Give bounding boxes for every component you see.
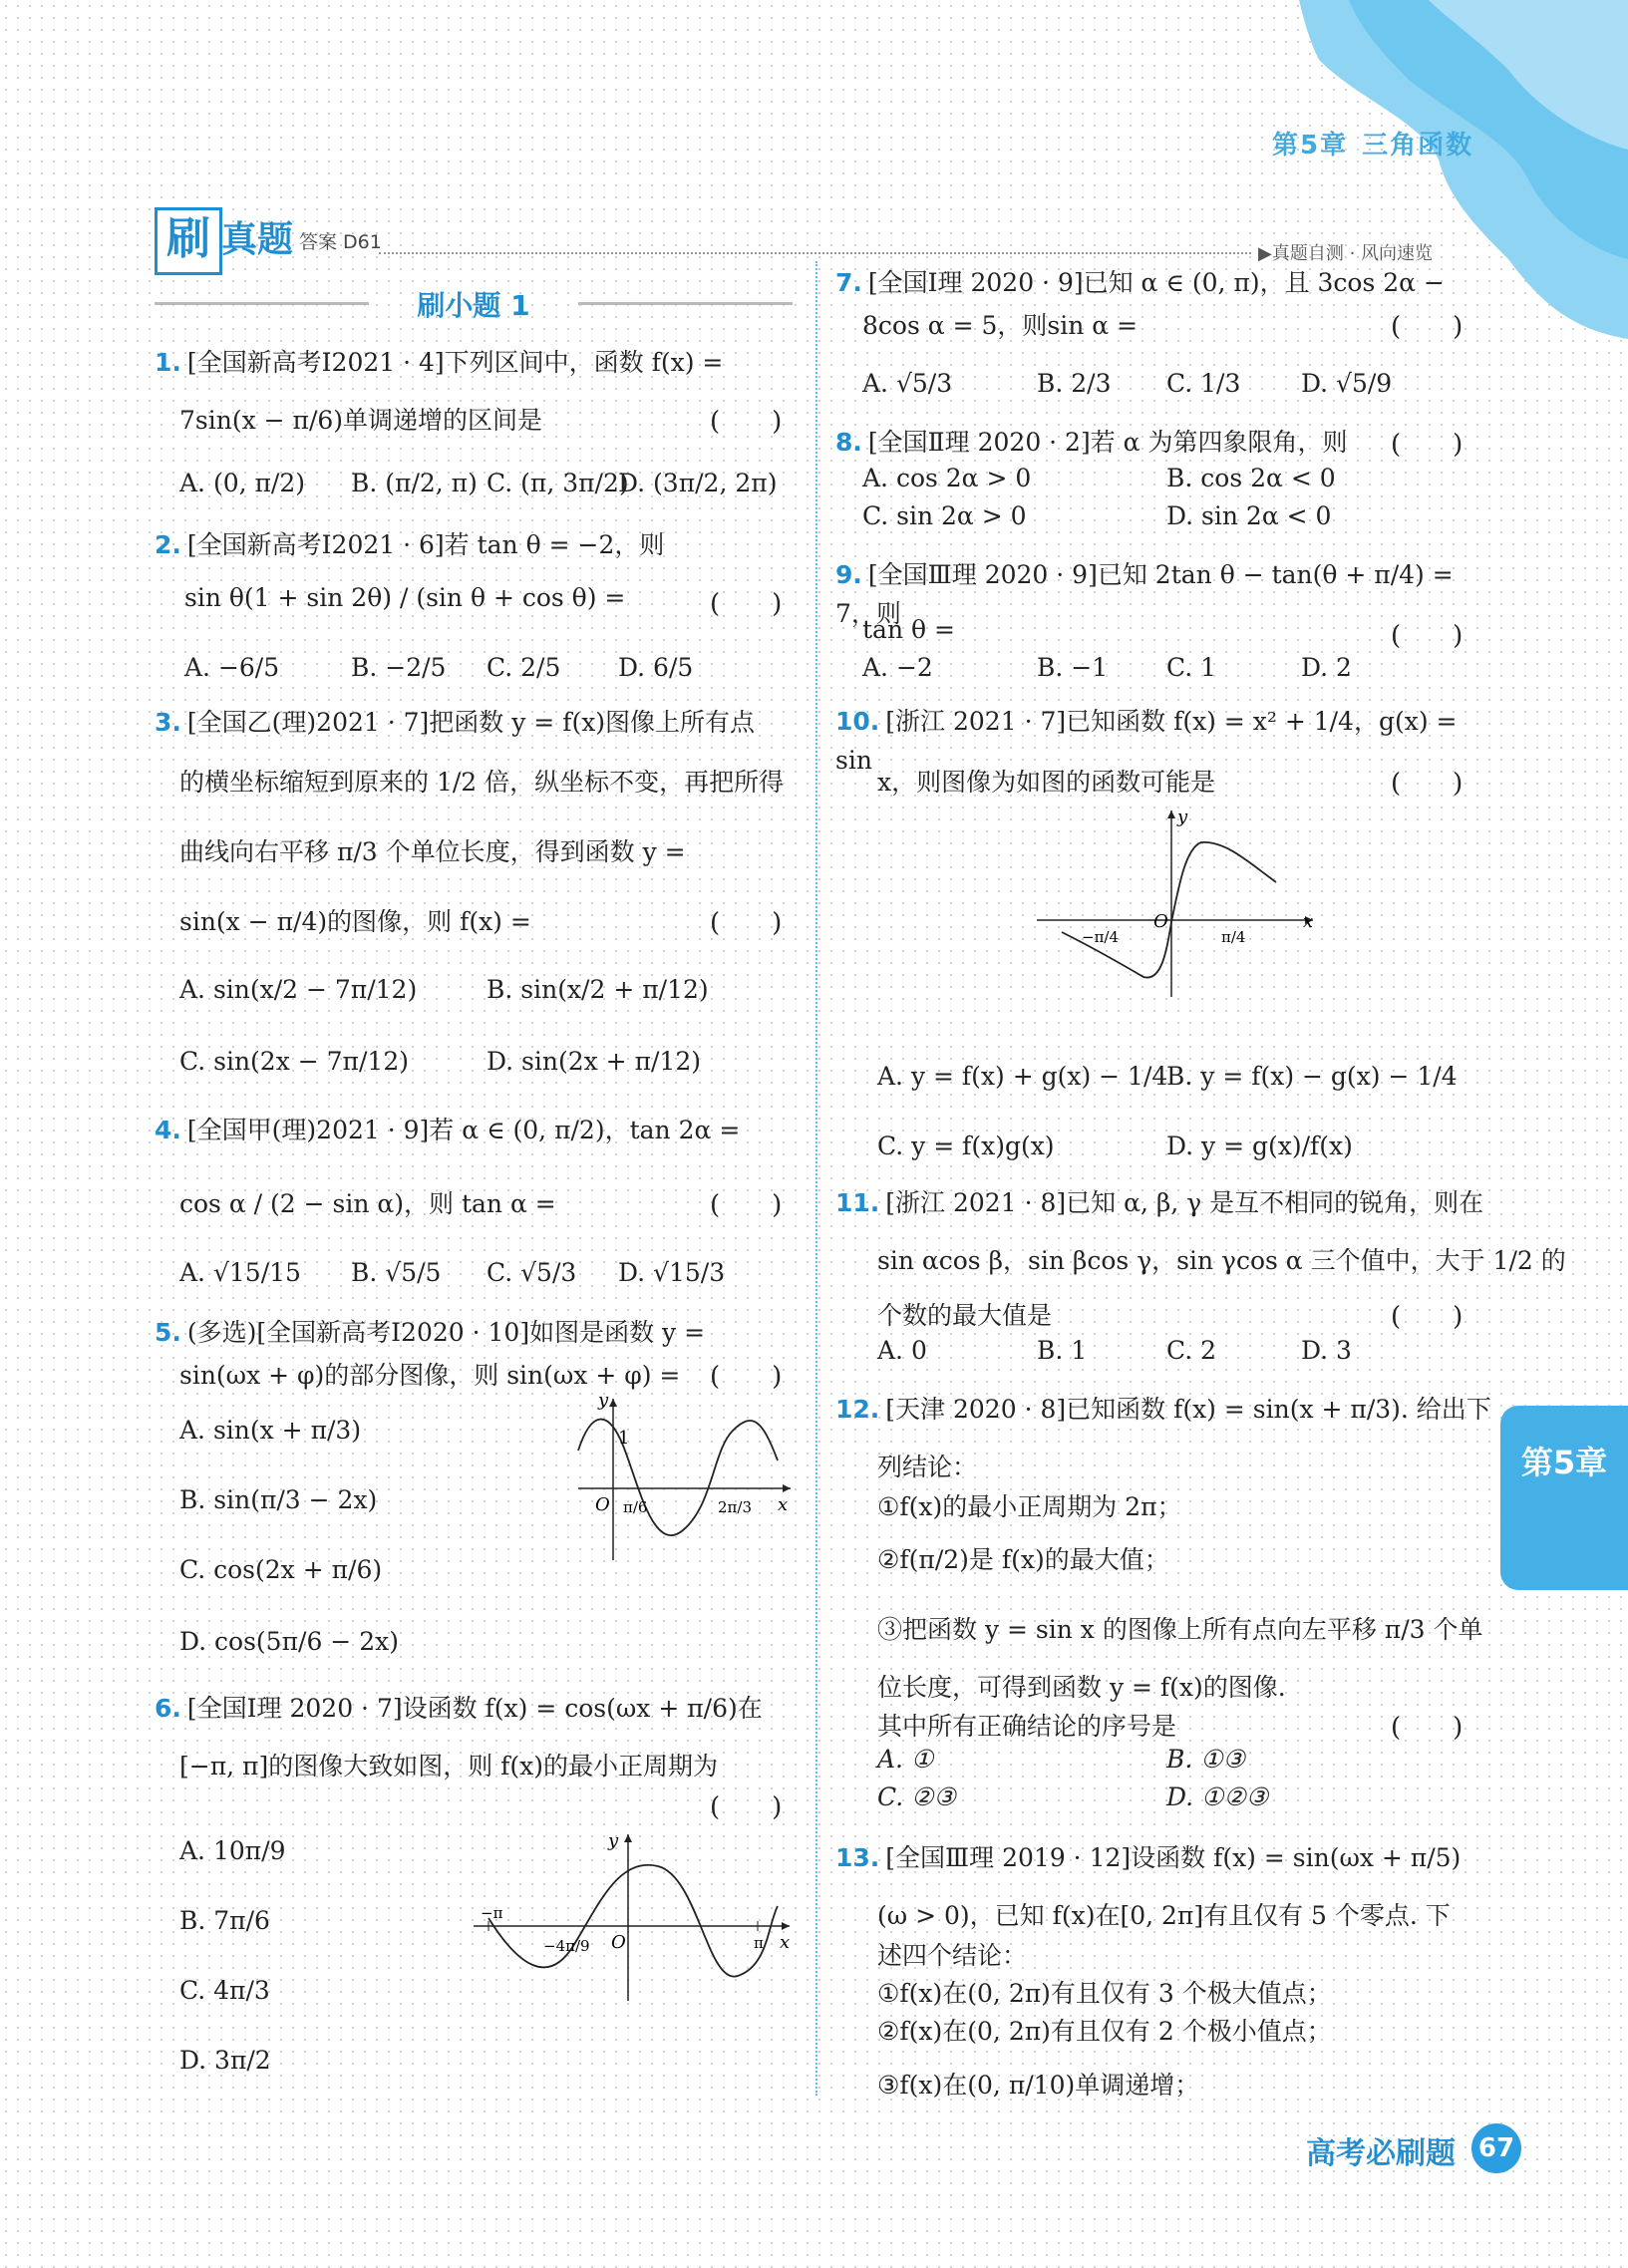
option-d[interactable]: D. √5/9: [1301, 369, 1393, 398]
question-number: 3.: [155, 708, 181, 737]
option-a[interactable]: A. (0, π/2): [179, 469, 306, 497]
question-2: [155, 526, 793, 565]
option-c[interactable]: C. sin(2x − 7π/12): [179, 1047, 409, 1076]
graph-x-label: x: [1303, 911, 1314, 932]
question-number: 7.: [835, 268, 862, 297]
question-12-ask: 其中所有正确结论的序号是: [877, 1712, 1177, 1741]
question-5-stem: sin(ωx + φ)的部分图像，则 sin(ωx + φ) =: [179, 1361, 681, 1390]
header-divider: [379, 252, 1251, 254]
option-d[interactable]: D. 3: [1301, 1336, 1352, 1365]
option-b[interactable]: B. ①③: [1166, 1745, 1246, 1774]
question-stem: [全国乙(理)2021 · 7]把函数 y = f(x)图像上所有点: [186, 708, 756, 737]
option-c[interactable]: C. sin 2α > 0: [862, 501, 1027, 530]
question-6: [155, 1690, 793, 1729]
option-d[interactable]: D. y = g(x)/f(x): [1166, 1132, 1353, 1160]
option-c[interactable]: C. 2: [1166, 1336, 1217, 1365]
option-c[interactable]: C. 1/3: [1166, 369, 1241, 398]
graph-y-label: y: [1177, 807, 1188, 827]
question-3-stem-4: sin(x − π/4)的图像，则 f(x) =: [179, 907, 531, 936]
question-7: [835, 264, 1473, 303]
question-11-stem-2: sin αcos β，sin βcos γ，sin γcos α 三个值中，大于 1/2 的: [877, 1246, 1566, 1275]
option-a[interactable]: A. 10π/9: [179, 1836, 286, 1865]
option-a[interactable]: A. −2: [862, 653, 933, 682]
option-a[interactable]: A. √5/3: [862, 369, 953, 398]
question-number: 12.: [835, 1395, 880, 1424]
option-d[interactable]: D. 3π/2: [179, 2046, 271, 2075]
question-3: [155, 704, 793, 743]
question-2-stem: sin θ(1 + sin 2θ) / (sin θ + cos θ) =: [184, 583, 626, 612]
question-number: 6.: [155, 1694, 181, 1723]
statement-4: 位长度，可得到函数 y = f(x)的图像.: [877, 1673, 1286, 1702]
question-stem: [全国Ⅱ理 2020 · 2]若 α 为第四象限角，则: [867, 428, 1348, 457]
question-7-stem: 8cos α = 5，则sin α =: [862, 311, 1139, 340]
q5-sine-graph: [573, 1391, 798, 1565]
graph-tick-2: 2π/3: [718, 1498, 752, 1516]
question-number: 2.: [155, 530, 181, 559]
option-b[interactable]: B. cos 2α < 0: [1166, 464, 1336, 492]
graph-pi: π: [754, 1934, 764, 1952]
question-stem: [天津 2020 · 8]已知函数 f(x) = sin(x + π/3). 给出下: [885, 1395, 1491, 1424]
question-13-stem-3: 述四个结论：: [877, 1941, 1028, 1970]
option-d[interactable]: D. 2: [1301, 653, 1352, 682]
graph-tick-1: π/6: [623, 1498, 648, 1516]
answer-blank[interactable]: ( ): [1391, 312, 1464, 342]
page-number: 67: [1471, 2123, 1521, 2173]
question-number: 1.: [155, 348, 181, 377]
question-stem: (多选)[全国新高考Ⅰ2020 · 10]如图是函数 y =: [186, 1318, 706, 1347]
question-stem: [浙江 2021 · 7]已知函数 f(x) = x² + 1/4，g(x) = sin: [835, 707, 1458, 775]
graph-origin: O: [595, 1494, 610, 1515]
page-title: 真题: [221, 218, 294, 260]
option-d[interactable]: D. 6/5: [618, 653, 694, 682]
option-b[interactable]: B. sin(x/2 + π/12): [487, 975, 709, 1004]
option-d[interactable]: D. ①②③: [1166, 1782, 1269, 1811]
question-number: 8.: [835, 428, 862, 457]
chapter-side-tab: 第5章: [1500, 1406, 1628, 1590]
option-b[interactable]: B. (π/2, π): [351, 469, 478, 497]
question-10-stem: x，则图像为如图的函数可能是: [877, 768, 1216, 797]
question-11-stem-3: 个数的最大值是: [877, 1301, 1053, 1330]
answer-blank[interactable]: ( ): [710, 908, 783, 938]
option-c[interactable]: C. 1: [1166, 653, 1217, 682]
option-c[interactable]: C. (π, 3π/2): [487, 469, 629, 497]
option-a[interactable]: A. √15/15: [179, 1258, 301, 1287]
question-1-stem: 7sin(x − π/6)单调递增的区间是: [179, 406, 543, 435]
graph-x-label: x: [778, 1494, 789, 1515]
question-1: [155, 344, 793, 383]
question-3-stem-2: 的横坐标缩短到原来的 1/2 倍，纵坐标不变，再把所得: [179, 768, 785, 797]
graph-left-tick: −π/4: [1082, 928, 1120, 946]
statement-3: ③把函数 y = sin x 的图像上所有点向左平移 π/3 个单: [877, 1615, 1483, 1644]
question-13-stem-2: (ω > 0)，已知 f(x)在[0, 2π]有且仅有 5 个零点. 下: [877, 1901, 1451, 1930]
option-d[interactable]: D. sin(2x + π/12): [487, 1047, 701, 1076]
option-c[interactable]: C. 4π/3: [179, 1976, 270, 2005]
question-stem: [全国新高考Ⅰ2021 · 6]若 tan θ = −2，则: [186, 530, 665, 559]
section-title: 刷小题 1: [155, 284, 793, 324]
question-13: [835, 1839, 1493, 1878]
column-divider: [815, 261, 817, 2096]
question-11: [835, 1184, 1493, 1223]
question-number: 10.: [835, 707, 880, 736]
question-stem: [全国Ⅲ理 2019 · 12]设函数 f(x) = sin(ωx + π/5): [885, 1843, 1462, 1872]
option-b[interactable]: B. 7π/6: [179, 1906, 270, 1935]
graph-right-tick: π/4: [1221, 928, 1246, 946]
graph-origin: O: [611, 1932, 626, 1953]
question-6-stem: [−π, π]的图像大致如图，则 f(x)的最小正周期为: [179, 1752, 719, 1781]
question-number: 5.: [155, 1318, 181, 1347]
answer-blank[interactable]: ( ): [1391, 1302, 1464, 1332]
question-stem: [全国Ⅰ理 2020 · 9]已知 α ∈ (0, π)，且 3cos 2α −: [867, 268, 1445, 297]
question-number: 4.: [155, 1116, 181, 1144]
chapter-name: 三角函数: [1362, 131, 1474, 161]
header-note: ▶真题自测 · 风向速览: [1258, 243, 1434, 264]
answer-blank[interactable]: ( ): [1391, 769, 1464, 799]
question-4-stem: cos α / (2 − sin α)，则 tan α =: [179, 1189, 556, 1218]
statement-2: ②f(x)在(0, 2π)有且仅有 2 个极小值点；: [877, 2017, 1332, 2046]
answer-reference: 答案 D61: [299, 231, 382, 253]
brush-mark-logo: 刷: [155, 207, 222, 275]
option-d[interactable]: D. √15/3: [618, 1258, 726, 1287]
question-4: [155, 1112, 793, 1150]
answer-blank[interactable]: ( ): [1391, 621, 1464, 651]
question-8: [835, 424, 1473, 463]
option-d[interactable]: D. sin 2α < 0: [1166, 501, 1332, 530]
option-a[interactable]: A. ①: [877, 1745, 934, 1774]
option-c[interactable]: C. ②③: [877, 1782, 956, 1811]
option-b[interactable]: B. y = f(x) − g(x) − 1/4: [1166, 1062, 1458, 1091]
answer-blank[interactable]: ( ): [710, 1190, 783, 1220]
question-number: 13.: [835, 1843, 880, 1872]
option-b[interactable]: B. −1: [1037, 653, 1109, 682]
statement-2: ②f(π/2)是 f(x)的最大值；: [877, 1545, 1169, 1574]
question-number: 11.: [835, 1188, 880, 1217]
graph-origin: O: [1153, 911, 1168, 932]
option-c[interactable]: C. y = f(x)g(x): [877, 1132, 1055, 1160]
option-b[interactable]: B. 2/3: [1037, 369, 1112, 398]
option-d[interactable]: D. (3π/2, 2π): [618, 469, 778, 497]
footer-brand: 高考必刷题: [1306, 2136, 1456, 2171]
question-number: 9.: [835, 560, 862, 589]
graph-one-label: 1: [618, 1428, 630, 1449]
option-d[interactable]: D. cos(5π/6 − 2x): [179, 1627, 399, 1656]
option-b[interactable]: B. sin(π/3 − 2x): [179, 1485, 378, 1514]
graph-neg-pi: −π: [481, 1904, 503, 1922]
chapter-number: 第5章: [1272, 131, 1349, 161]
question-12-stem: 列结论：: [877, 1453, 978, 1481]
option-a[interactable]: A. sin(x/2 − 7π/12): [179, 975, 418, 1004]
question-stem: [浙江 2021 · 8]已知 α, β, γ 是互不相同的锐角，则在: [885, 1188, 1484, 1217]
graph-y-label: y: [608, 1830, 619, 1851]
chapter-heading: [1258, 125, 1473, 162]
option-b[interactable]: B. √5/5: [351, 1258, 442, 1287]
answer-blank[interactable]: ( ): [710, 589, 783, 619]
answer-blank[interactable]: ( ): [1391, 1713, 1464, 1743]
option-c[interactable]: C. cos(2x + π/6): [179, 1555, 383, 1584]
question-stem: [全国Ⅰ理 2020 · 7]设函数 f(x) = cos(ωx + π/6)在: [186, 1694, 763, 1723]
question-9-stem: tan θ =: [862, 615, 955, 644]
option-c[interactable]: C. √5/3: [487, 1258, 577, 1287]
statement-1: ①f(x)的最小正周期为 2π；: [877, 1492, 1182, 1521]
graph-x-label: x: [780, 1932, 791, 1953]
question-12: [835, 1391, 1493, 1430]
answer-blank[interactable]: ( ): [710, 407, 783, 437]
option-b[interactable]: B. 1: [1037, 1336, 1088, 1365]
option-a[interactable]: A. sin(x + π/3): [179, 1416, 362, 1445]
statement-3: ③f(x)在(0, π/10)单调递增；: [877, 2071, 1200, 2100]
option-c[interactable]: C. 2/5: [487, 653, 561, 682]
option-a[interactable]: A. −6/5: [184, 653, 280, 682]
question-5: [155, 1314, 793, 1353]
answer-blank[interactable]: ( ): [710, 1792, 783, 1822]
q10-function-graph: [1032, 803, 1321, 1002]
option-a[interactable]: A. cos 2α > 0: [862, 464, 1032, 492]
option-a[interactable]: A. 0: [877, 1336, 927, 1365]
graph-tick: −4π/9: [543, 1937, 590, 1955]
option-b[interactable]: B. −2/5: [351, 653, 447, 682]
statement-1: ①f(x)在(0, 2π)有且仅有 3 个极大值点；: [877, 1979, 1332, 2008]
question-stem: [全国新高考Ⅰ2021 · 4]下列区间中，函数 f(x) =: [186, 348, 724, 377]
question-3-stem-3: 曲线向右平移 π/3 个单位长度，得到函数 y =: [179, 837, 686, 866]
graph-y-label: y: [598, 1391, 609, 1411]
question-stem: [全国Ⅲ理 2020 · 9]已知 2tan θ − tan(θ + π/4) = 7，则: [835, 560, 1454, 628]
q6-cosine-graph: [469, 1826, 798, 2006]
option-a[interactable]: A. y = f(x) + g(x) − 1/4: [877, 1062, 1168, 1091]
question-stem: [全国甲(理)2021 · 9]若 α ∈ (0, π/2)，tan 2α =: [186, 1116, 741, 1144]
answer-blank[interactable]: ( ): [1391, 430, 1464, 460]
answer-blank[interactable]: ( ): [710, 1362, 783, 1392]
